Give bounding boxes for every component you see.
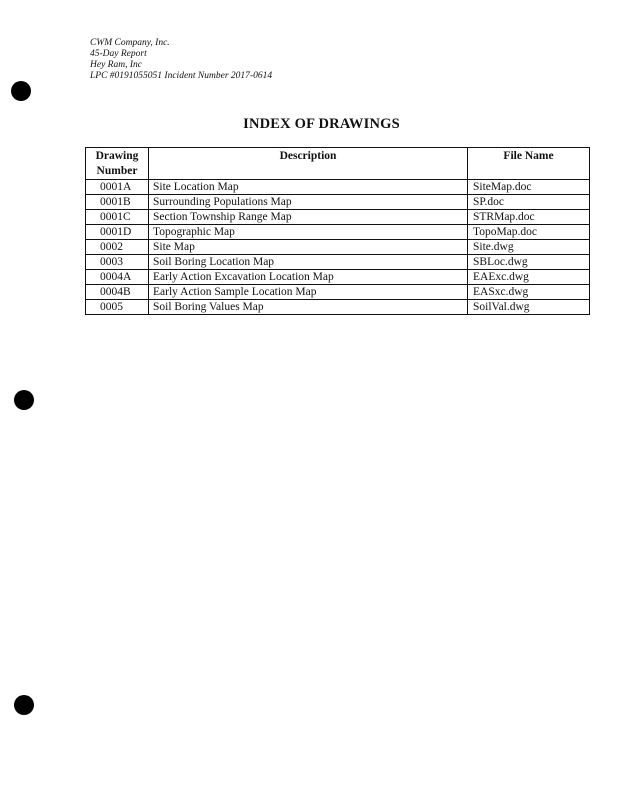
punch-hole-bottom: [14, 695, 34, 715]
column-header-drawing-number: [86, 148, 149, 180]
cell-description: Site Map: [149, 240, 468, 255]
cell-description: Section Township Range Map: [149, 210, 468, 225]
cell-file-name: TopoMap.doc: [468, 225, 590, 240]
cell-drawing-number: 0001B: [86, 195, 149, 210]
header-client: Hey Ram, Inc: [90, 60, 142, 70]
cell-drawing-number: 0004B: [86, 285, 149, 300]
cell-drawing-number: 0001D: [86, 225, 149, 240]
table-row: [86, 255, 590, 270]
cell-description: Early Action Excavation Location Map: [149, 270, 468, 285]
cell-drawing-number: 0001A: [86, 180, 149, 195]
cell-drawing-number: 0003: [86, 255, 149, 270]
cell-drawing-number: 0004A: [86, 270, 149, 285]
drawings-index-table: [85, 147, 590, 315]
table-row: [86, 240, 590, 255]
cell-description: Topographic Map: [149, 225, 468, 240]
table-row: [86, 180, 590, 195]
column-header-drawing-number-line1: Drawing: [95, 150, 139, 162]
cell-description: Site Location Map: [149, 180, 468, 195]
header-company: CWM Company, Inc.: [90, 38, 170, 48]
cell-drawing-number: 0002: [86, 240, 149, 255]
table-row: [86, 300, 590, 315]
punch-hole-middle: [14, 390, 34, 410]
cell-file-name: EASxc.dwg: [468, 285, 590, 300]
cell-file-name: EAExc.dwg: [468, 270, 590, 285]
table-header-row: [86, 148, 590, 180]
cell-description: Soil Boring Location Map: [149, 255, 468, 270]
column-header-description: Description: [149, 148, 468, 180]
cell-description: Early Action Sample Location Map: [149, 285, 468, 300]
table-row: [86, 285, 590, 300]
column-header-file-name: File Name: [468, 148, 590, 180]
page-title: INDEX OF DRAWINGS: [243, 116, 400, 132]
header-report-type: 45-Day Report: [90, 49, 147, 59]
punch-hole-top: [11, 81, 31, 101]
cell-file-name: STRMap.doc: [468, 210, 590, 225]
header-incident: LPC #0191055051 Incident Number 2017-0614: [90, 71, 273, 81]
table-row: [86, 195, 590, 210]
cell-description: Soil Boring Values Map: [149, 300, 468, 315]
table-row: [86, 270, 590, 285]
cell-file-name: SP.doc: [468, 195, 590, 210]
column-header-drawing-number-line2: Number: [96, 165, 138, 177]
cell-file-name: SBLoc.dwg: [468, 255, 590, 270]
cell-drawing-number: 0005: [86, 300, 149, 315]
cell-file-name: Site.dwg: [468, 240, 590, 255]
cell-file-name: SoilVal.dwg: [468, 300, 590, 315]
table-row: [86, 225, 590, 240]
cell-drawing-number: 0001C: [86, 210, 149, 225]
cell-description: Surrounding Populations Map: [149, 195, 468, 210]
table-row: [86, 210, 590, 225]
table-body: [86, 180, 590, 315]
cell-file-name: SiteMap.doc: [468, 180, 590, 195]
report-header: [90, 38, 272, 82]
